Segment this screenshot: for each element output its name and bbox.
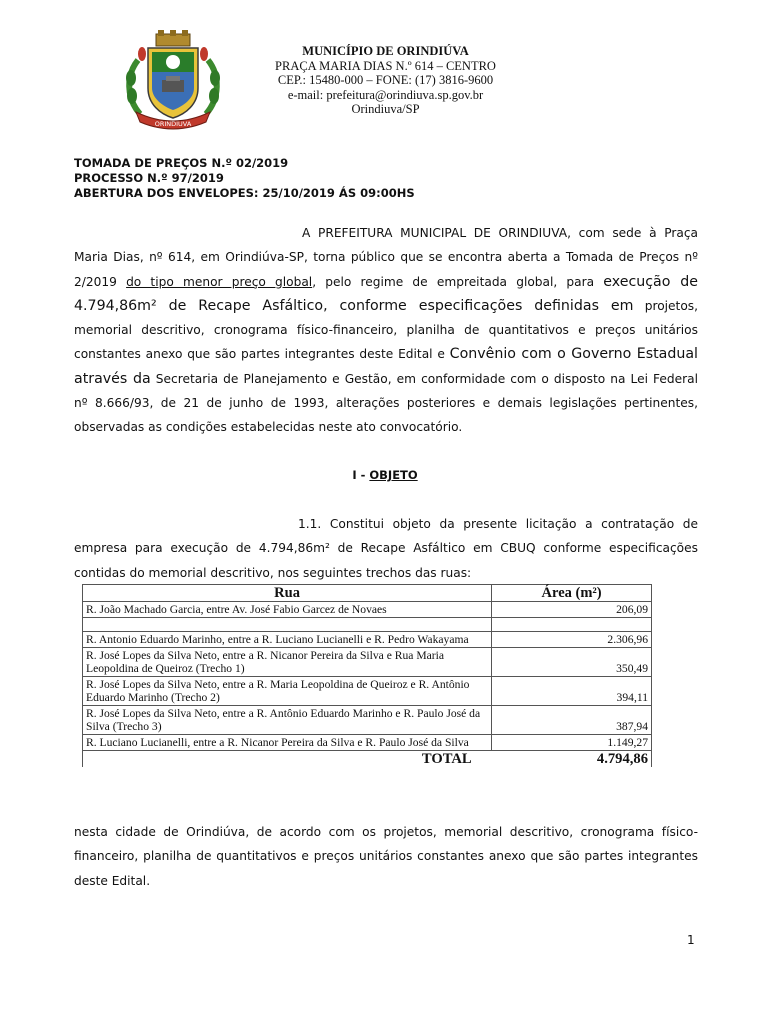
municipality-title: MUNICÍPIO DE ORINDIÚVA <box>302 44 469 58</box>
intro-text-3: projetos, memorial descritivo, cronograma físico-financeiro, planilha de quantitativos e preços unitários constantes anexo que são partes integrantes deste Edital e <box>74 298 699 362</box>
intro-underlined-text: do tipo menor preço global <box>126 274 313 289</box>
municipality-contact: CEP.: 15480-000 – FONE: (17) 3816-9600 <box>277 73 494 87</box>
street-cell: R. José Lopes da Silva Neto, entre a R. Nicanor Pereira da Silva e Rua Maria Leopoldina de Queiroz (Trecho 1) <box>83 648 492 677</box>
area-cell: 1.149,27 <box>492 735 652 751</box>
tender-number: TOMADA DE PREÇOS N.º 02/2019 <box>74 156 289 170</box>
table-header-row <box>83 585 652 602</box>
column-header-area: Área (m²) <box>492 585 652 602</box>
envelope-opening: ABERTURA DOS ENVELOPES: 25/10/2019 ÁS 09:00HS <box>74 186 415 200</box>
total-value: 4.794,86 <box>492 751 652 768</box>
street-cell: R. José Lopes da Silva Neto, entre a R. Antônio Eduardo Marinho e R. Paulo José da Silva (Trecho 3) <box>83 706 492 735</box>
process-number: PROCESSO N.º 97/2019 <box>74 171 224 185</box>
area-cell: 387,94 <box>492 706 652 735</box>
intro-text-2: , pelo regime de empreitada global, para <box>312 274 604 289</box>
municipality-city: Orindiuva/SP <box>351 102 420 116</box>
table-row <box>83 735 652 751</box>
coat-of-arms-icon <box>118 30 228 130</box>
object-paragraph <box>74 512 698 585</box>
crest-banner-text: ORINDIUVA <box>154 120 192 128</box>
table-row <box>83 648 652 677</box>
letterhead <box>258 44 513 117</box>
section-number: I - <box>352 468 370 482</box>
municipality-email: e-mail: prefeitura@orindiuva.sp.gov.br <box>287 87 484 102</box>
intro-paragraph <box>74 221 698 440</box>
street-cell: R. Antonio Eduardo Marinho, entre a R. Luciano Lucianelli e R. Pedro Wakayama <box>83 632 492 648</box>
area-cell: 350,49 <box>492 648 652 677</box>
table-total-row <box>83 751 652 768</box>
table-row <box>83 602 652 618</box>
total-label: TOTAL <box>83 751 492 768</box>
section-heading <box>0 468 770 482</box>
intro-text-4: Secretaria de Planejamento e Gestão, em conformidade com o disposto na Lei Federal nº 8.666/93, de 21 de junho de 1993, alterações posteriores e demais legislações pertinentes, observadas as condições estabelecidas neste ato convocatório. <box>74 371 699 435</box>
object-text: 1.1. Constitui objeto da presente licitação a contratação de empresa para execução de 4.794,86m² de Recape Asfáltico em CBUQ conforme especificações contidas do memorial descritivo, nos seguintes trechos das ruas: <box>74 517 698 580</box>
street-cell: R. João Machado Garcia, entre Av. José Fabio Garcez de Novaes <box>83 602 492 618</box>
intro-large-text-2: Convênio com o Governo Estadual através da <box>74 346 699 387</box>
page-number: 1 <box>687 933 695 947</box>
closing-paragraph: nesta cidade de Orindiúva, de acordo com os projetos, memorial descritivo, cronograma físico-financeiro, planilha de quantitativos e preços unitários constantes anexo que são partes integrantes deste Edital. <box>74 825 698 888</box>
area-cell: 2.306,96 <box>492 632 652 648</box>
intro-large-text-1: execução de 4.794,86m² de Recape Asfáltico, conforme especificações definidas em <box>74 273 698 314</box>
tender-identification <box>74 156 415 201</box>
table-row <box>83 677 652 706</box>
area-cell: 394,11 <box>492 677 652 706</box>
section-title: OBJETO <box>369 468 418 482</box>
table-row <box>83 706 652 735</box>
table-row <box>83 632 652 648</box>
area-cell: 206,09 <box>492 602 652 618</box>
table-spacer-row <box>83 618 652 632</box>
intro-text-1: A PREFEITURA MUNICIPAL DE ORINDIUVA, com sede à Praça Maria Dias, nº 614, em Orindiúva-SP, torna público que se encontra aberta a Tomada de Preços nº 2/2019 <box>74 226 698 289</box>
column-header-street: Rua <box>83 585 492 602</box>
streets-table <box>82 584 652 767</box>
municipality-address: PRAÇA MARIA DIAS N.º 614 – CENTRO <box>275 58 496 73</box>
street-cell: R. Luciano Lucianelli, entre a R. Nicanor Pereira da Silva e R. Paulo José da Silva <box>83 735 492 751</box>
street-cell: R. José Lopes da Silva Neto, entre a R. Maria Leopoldina de Queiroz e R. Antônio Eduardo Marinho (Trecho 2) <box>83 677 492 706</box>
